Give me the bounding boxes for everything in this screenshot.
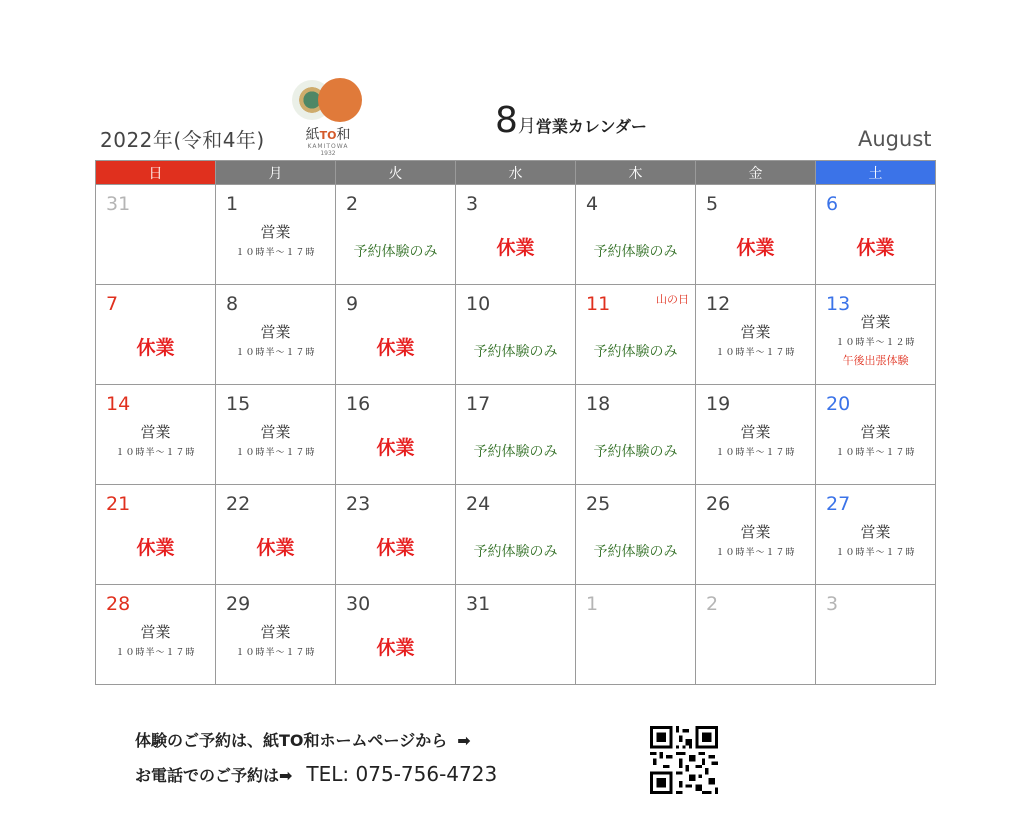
day-number: 16: [346, 393, 371, 415]
day-number: 26: [706, 493, 731, 515]
day-number: 3: [466, 193, 479, 215]
day-number: 2: [706, 593, 719, 615]
calendar-week-row: [96, 585, 936, 685]
opening-hours: １０時半～１７時: [235, 248, 316, 258]
status-open: 営業: [260, 323, 291, 341]
calendar-day-cell: [696, 285, 816, 385]
day-status: [216, 321, 335, 358]
day-number: 19: [706, 393, 731, 415]
day-number: 14: [106, 393, 131, 415]
status-reservation-only: 予約体験のみ: [593, 344, 678, 360]
day-content: [96, 485, 215, 584]
day-number: 11: [586, 293, 611, 315]
day-number: 2: [346, 193, 359, 215]
day-content: [336, 485, 455, 584]
status-closed: 休業: [136, 537, 175, 559]
calendar-day-cell: [336, 185, 456, 285]
day-content: [216, 285, 335, 384]
day-number: 8: [226, 293, 239, 315]
opening-hours: １０時半～１７時: [115, 648, 196, 658]
day-content: [576, 185, 695, 284]
status-closed: 休業: [856, 237, 895, 259]
calendar-day-cell: [336, 385, 456, 485]
calendar-grid: [95, 160, 936, 685]
day-number: 1: [586, 593, 599, 615]
day-status: [96, 533, 215, 560]
weekday-header-row: [96, 161, 936, 185]
status-open: 営業: [740, 523, 771, 541]
day-content: [576, 385, 695, 484]
day-number: 22: [226, 493, 251, 515]
calendar-week-row: [96, 485, 936, 585]
calendar-day-cell: [696, 485, 816, 585]
status-open: 営業: [740, 423, 771, 441]
calendar-day-cell: [456, 285, 576, 385]
day-content: [576, 485, 695, 584]
day-content: [696, 185, 815, 284]
day-content: [696, 285, 815, 384]
qr-code-icon[interactable]: [650, 726, 718, 794]
day-status: [696, 521, 815, 558]
day-status: [216, 221, 335, 258]
status-open: 営業: [140, 423, 171, 441]
calendar-day-cell: [576, 185, 696, 285]
day-status: [576, 541, 695, 561]
calendar-day-cell: [696, 185, 816, 285]
day-number: 25: [586, 493, 611, 515]
day-number: 28: [106, 593, 131, 615]
day-status: [456, 341, 575, 361]
day-number: 15: [226, 393, 251, 415]
status-closed: 休業: [256, 537, 295, 559]
day-status: [696, 233, 815, 260]
calendar-day-cell: [816, 285, 936, 385]
day-number: 4: [586, 193, 599, 215]
day-status: [216, 421, 335, 458]
day-content: [576, 585, 695, 684]
calendar-day-cell: [576, 385, 696, 485]
holiday-label: 山の日: [656, 293, 689, 306]
day-number: 24: [466, 493, 491, 515]
day-status: [336, 433, 455, 460]
day-status: [576, 441, 695, 461]
day-content: [816, 385, 935, 484]
weekday-mon: 月: [216, 161, 336, 185]
weekday-thu: 木: [576, 161, 696, 185]
calendar-day-cell: [336, 485, 456, 585]
opening-hours: １０時半～１２時: [835, 338, 916, 348]
status-reservation-only: 予約体験のみ: [473, 344, 558, 360]
status-reservation-only: 予約体験のみ: [473, 444, 558, 460]
calendar-day-cell: [696, 385, 816, 485]
month-english: August: [858, 127, 932, 151]
day-content: [96, 585, 215, 684]
day-content: [456, 185, 575, 284]
opening-hours: １０時半～１７時: [715, 448, 796, 458]
opening-hours: １０時半～１７時: [835, 448, 916, 458]
calendar-day-cell: [216, 185, 336, 285]
status-closed: 休業: [496, 237, 535, 259]
calendar-day-cell: [696, 585, 816, 685]
day-status: [96, 333, 215, 360]
opening-hours: １０時半～１７時: [235, 448, 316, 458]
day-content: [696, 485, 815, 584]
calendar-day-cell: [336, 285, 456, 385]
opening-hours: １０時半～１７時: [715, 548, 796, 558]
calendar-week-row: [96, 285, 936, 385]
day-number: 27: [826, 493, 851, 515]
status-reservation-only: 予約体験のみ: [353, 244, 438, 260]
calendar-day-cell: [216, 285, 336, 385]
day-number: 31: [466, 593, 491, 615]
day-number: 10: [466, 293, 491, 315]
logo-name: 紙TO和: [305, 127, 351, 143]
calendar-week-row: [96, 385, 936, 485]
calendar-day-cell: [96, 385, 216, 485]
day-content: [216, 585, 335, 684]
day-content: [336, 385, 455, 484]
logo-subtitle: KAMITOWA: [307, 143, 349, 150]
status-closed: 休業: [736, 237, 775, 259]
status-reservation-only: 予約体験のみ: [593, 444, 678, 460]
day-content: [96, 385, 215, 484]
month-char: 月: [517, 116, 536, 137]
day-number: 5: [706, 193, 719, 215]
day-content: [576, 285, 695, 384]
status-closed: 休業: [136, 337, 175, 359]
calendar-day-cell: [456, 585, 576, 685]
day-content: [96, 185, 215, 284]
status-closed: 休業: [376, 437, 415, 459]
status-closed: 休業: [376, 637, 415, 659]
day-status: [816, 311, 935, 368]
calendar-day-cell: [96, 585, 216, 685]
day-number: 6: [826, 193, 839, 215]
calendar-day-cell: [96, 285, 216, 385]
opening-hours: １０時半～１７時: [835, 548, 916, 558]
day-number: 7: [106, 293, 119, 315]
calendar-day-cell: [816, 485, 936, 585]
status-reservation-only: 予約体験のみ: [593, 244, 678, 260]
day-status: [456, 233, 575, 260]
day-status: [336, 633, 455, 660]
phone-number[interactable]: TEL: 075-756-4723: [306, 762, 498, 786]
booking-note: [135, 728, 471, 751]
calendar-day-cell: [456, 185, 576, 285]
calendar-day-cell: [456, 485, 576, 585]
status-closed: 休業: [376, 537, 415, 559]
day-status: [816, 233, 935, 260]
kamitowa-logo: [288, 76, 368, 166]
day-status: [336, 533, 455, 560]
status-reservation-only: 予約体験のみ: [593, 544, 678, 560]
calendar-day-cell: [216, 485, 336, 585]
calendar-day-cell: [216, 385, 336, 485]
calendar-day-cell: [96, 185, 216, 285]
day-status: [696, 421, 815, 458]
calendar-day-cell: [576, 485, 696, 585]
day-content: [696, 385, 815, 484]
weekday-sat: 土: [816, 161, 936, 185]
day-content: [336, 285, 455, 384]
day-content: [96, 285, 215, 384]
weekday-sun: 日: [96, 161, 216, 185]
status-open: 営業: [740, 323, 771, 341]
day-status: [216, 533, 335, 560]
logo-sun-icon: [318, 78, 362, 122]
calendar-day-cell: [816, 585, 936, 685]
day-number: 31: [106, 193, 131, 215]
day-number: 29: [226, 593, 251, 615]
day-content: [216, 385, 335, 484]
calendar-title: [495, 100, 647, 141]
calendar-day-cell: [816, 385, 936, 485]
day-content: [456, 585, 575, 684]
day-content: [816, 185, 935, 284]
day-content: [456, 285, 575, 384]
day-content: [336, 185, 455, 284]
calendar-day-cell: [816, 185, 936, 285]
booking-text: 体験のご予約は、紙TO和ホームページから: [135, 731, 448, 750]
day-status: [456, 441, 575, 461]
opening-hours: １０時半～１７時: [235, 348, 316, 358]
day-content: [816, 485, 935, 584]
day-status: [576, 341, 695, 361]
day-number: 21: [106, 493, 131, 515]
day-status: [336, 241, 455, 261]
day-status: [816, 421, 935, 458]
weekday-wed: 水: [456, 161, 576, 185]
status-reservation-only: 予約体験のみ: [473, 544, 558, 560]
status-open: 営業: [860, 423, 891, 441]
calendar-day-cell: [576, 585, 696, 685]
status-closed: 休業: [376, 337, 415, 359]
day-number: 30: [346, 593, 371, 615]
day-number: 17: [466, 393, 491, 415]
calendar-day-cell: [456, 385, 576, 485]
calendar-day-cell: [96, 485, 216, 585]
day-content: [456, 385, 575, 484]
day-number: 1: [226, 193, 239, 215]
day-content: [216, 485, 335, 584]
day-content: [816, 285, 935, 384]
weekday-tue: 火: [336, 161, 456, 185]
day-number: 20: [826, 393, 851, 415]
opening-hours: １０時半～１７時: [115, 448, 196, 458]
weekday-fri: 金: [696, 161, 816, 185]
day-status: [336, 333, 455, 360]
opening-hours: １０時半～１７時: [235, 648, 316, 658]
title-text: 営業カレンダー: [535, 117, 647, 136]
day-status: [696, 321, 815, 358]
day-status: [456, 541, 575, 561]
calendar-day-cell: [336, 585, 456, 685]
logo-established: 1932: [320, 150, 336, 157]
day-number: 12: [706, 293, 731, 315]
day-status: [216, 621, 335, 658]
year-label: 2022年(令和4年): [100, 128, 265, 152]
phone-note: [135, 762, 497, 786]
day-number: 3: [826, 593, 839, 615]
day-status: [576, 241, 695, 261]
day-number: 13: [826, 293, 851, 315]
day-number: 18: [586, 393, 611, 415]
arrow-right-icon: ➡: [457, 731, 471, 750]
status-open: 営業: [140, 623, 171, 641]
status-open: 営業: [260, 623, 291, 641]
day-content: [696, 585, 815, 684]
day-status: [96, 621, 215, 658]
calendar-week-row: [96, 185, 936, 285]
day-content: [816, 585, 935, 684]
month-number: 8: [495, 100, 518, 141]
day-status: [816, 521, 935, 558]
day-content: [336, 585, 455, 684]
opening-hours: １０時半～１７時: [715, 348, 796, 358]
status-open: 営業: [860, 313, 891, 331]
day-number: 9: [346, 293, 359, 315]
day-status: [96, 421, 215, 458]
status-open: 営業: [260, 423, 291, 441]
day-number: 23: [346, 493, 371, 515]
phone-text: お電話でのご予約は➡: [135, 766, 293, 785]
status-open: 営業: [860, 523, 891, 541]
calendar-day-cell: [216, 585, 336, 685]
day-content: [456, 485, 575, 584]
extra-note: 午後出張体験: [842, 354, 909, 367]
status-open: 営業: [260, 223, 291, 241]
calendar-day-cell: [576, 285, 696, 385]
day-content: [216, 185, 335, 284]
